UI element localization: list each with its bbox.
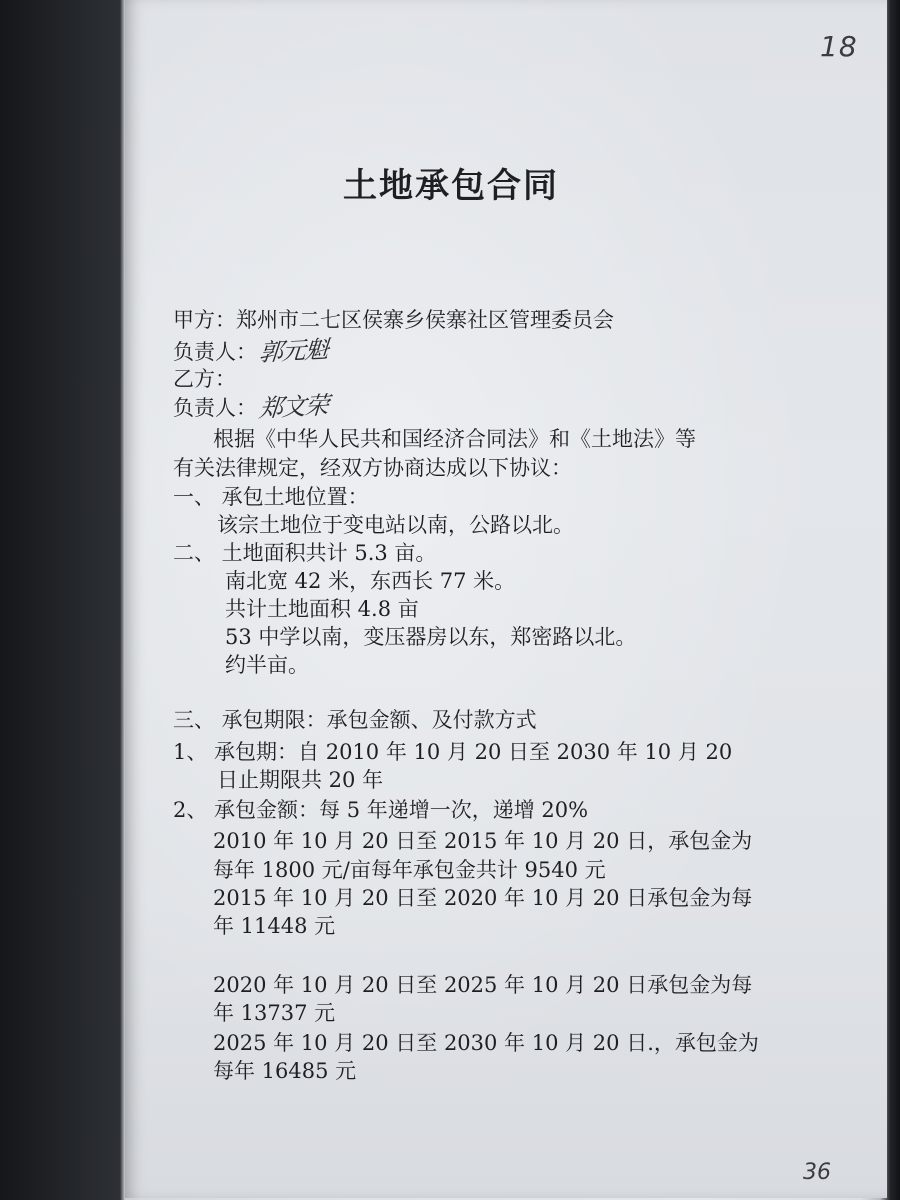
party-b-signature: 郑文荣 — [257, 391, 330, 423]
party-a-line: 甲方：郑州市二七区侯寨乡侯寨社区管理委员会 — [173, 308, 614, 332]
rent-period-1-line-2: 每年 1800 元/亩每年承包金共计 9540 元 — [213, 858, 606, 882]
section-3-item-1-line-2: 日止期限共 20 年 — [217, 768, 384, 792]
section-3-heading: 三、 承包期限：承包金额、及付款方式 — [173, 708, 537, 732]
preamble-line-2: 有关法律规定，经双方协商达成以下协议： — [173, 456, 572, 480]
contract-page — [125, 0, 887, 1198]
document-title: 土地承包合同 — [343, 166, 559, 206]
section-1-body: 该宗土地位于变电站以南，公路以北。 — [217, 513, 574, 537]
rent-period-2-line-2: 年 11448 元 — [213, 914, 336, 938]
preamble-line-1: 根据《中华人民共和国经济合同法》和《土地法》等 — [213, 427, 696, 451]
rent-period-3-line-2: 年 13737 元 — [213, 1001, 336, 1025]
rent-period-4-line-2: 每年 16485 元 — [213, 1059, 357, 1083]
party-a-representative — [173, 336, 328, 367]
section-2-heading: 二、 土地面积共计 5.3 亩。 — [173, 541, 437, 565]
rent-period-3-line-1: 2020 年 10 月 20 日至 2025 年 10 月 20 日承包金为每 — [213, 973, 753, 997]
party-b-line: 乙方： — [173, 367, 236, 391]
section-3-item-1-line-1: 1、 承包期：自 2010 年 10 月 20 日至 2030 年 10 月 20 — [173, 740, 733, 764]
party-a-rep-label: 负责人： — [173, 340, 257, 364]
section-2-line-3: 53 中学以南，变压器房以东，郑密路以北。 — [225, 625, 637, 649]
section-1-heading: 一、 承包土地位置： — [173, 485, 369, 509]
party-a-signature: 郭元魁 — [257, 335, 330, 367]
party-b-representative — [173, 392, 328, 423]
rent-period-2-line-1: 2015 年 10 月 20 日至 2020 年 10 月 20 日承包金为每 — [213, 886, 753, 910]
party-b-rep-label: 负责人： — [173, 396, 257, 420]
section-2-line-1: 南北宽 42 米，东西长 77 米。 — [225, 569, 516, 593]
section-2-line-4: 约半亩。 — [225, 653, 309, 677]
rent-period-4-line-1: 2025 年 10 月 20 日至 2030 年 10 月 20 日.，承包金为 — [213, 1031, 759, 1055]
page-number-bottom: 36 — [803, 1160, 831, 1185]
section-3-item-2-heading: 2、 承包金额：每 5 年递增一次，递增 20% — [173, 798, 589, 822]
section-2-line-2: 共计土地面积 4.8 亩 — [225, 597, 419, 621]
rent-period-1-line-1: 2010 年 10 月 20 日至 2015 年 10 月 20 日，承包金为 — [213, 829, 753, 853]
page-number-top: 18 — [820, 30, 858, 63]
